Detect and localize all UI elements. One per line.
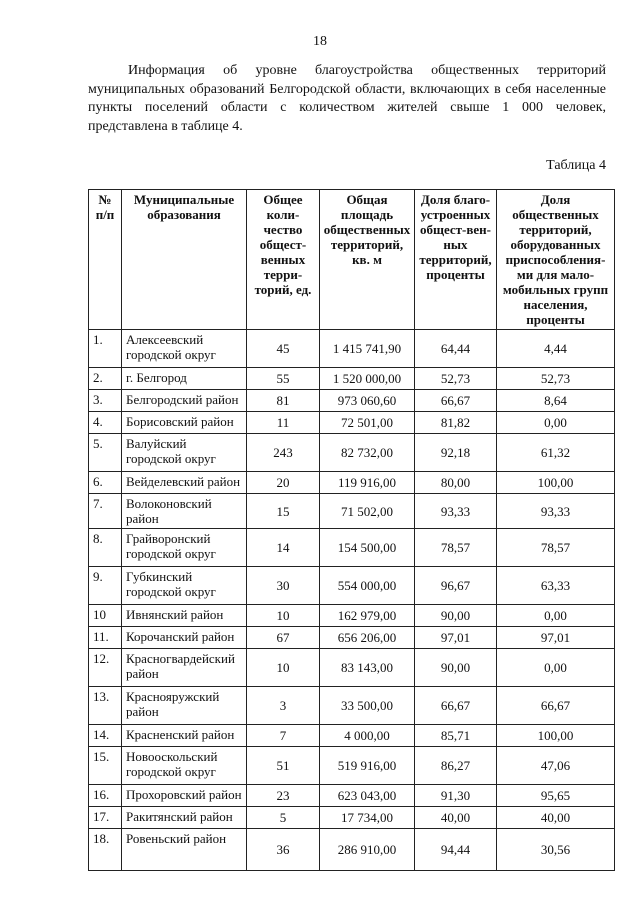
- header-share-improved: Доля благо-устроенных общест-вен-ных территорий, проценты: [415, 190, 497, 330]
- row-municipality: Ровеньский район: [122, 829, 247, 871]
- row-count: 20: [247, 472, 320, 494]
- row-share-mgn: 52,73: [497, 368, 615, 390]
- row-municipality: Красногвардейский район: [122, 649, 247, 687]
- row-number: 8.: [89, 529, 122, 567]
- header-municipality: Муниципальные образования: [122, 190, 247, 330]
- row-count: 81: [247, 390, 320, 412]
- row-area: 554 000,00: [320, 567, 415, 605]
- header-count: Общее коли-чество общест-венных терри-торий, ед.: [247, 190, 320, 330]
- row-share: 85,71: [415, 725, 497, 747]
- row-count: 10: [247, 605, 320, 627]
- row-count: 55: [247, 368, 320, 390]
- table-row: [89, 330, 615, 368]
- row-area: 119 916,00: [320, 472, 415, 494]
- row-count: 23: [247, 785, 320, 807]
- row-number: 6.: [89, 472, 122, 494]
- row-count: 14: [247, 529, 320, 567]
- row-municipality: Борисовский район: [122, 412, 247, 434]
- row-share: 40,00: [415, 807, 497, 829]
- row-share: 97,01: [415, 627, 497, 649]
- row-number: 10: [89, 605, 122, 627]
- row-share-mgn: 4,44: [497, 330, 615, 368]
- row-number: 14.: [89, 725, 122, 747]
- table-row: [89, 412, 615, 434]
- row-count: 10: [247, 649, 320, 687]
- table-row: [89, 725, 615, 747]
- table-row: [89, 649, 615, 687]
- table-row: [89, 368, 615, 390]
- row-area: 72 501,00: [320, 412, 415, 434]
- row-count: 45: [247, 330, 320, 368]
- row-count: 15: [247, 494, 320, 529]
- row-area: 33 500,00: [320, 687, 415, 725]
- row-share: 94,44: [415, 829, 497, 871]
- row-number: 5.: [89, 434, 122, 472]
- row-share-mgn: 97,01: [497, 627, 615, 649]
- table-caption: Таблица 4: [546, 158, 606, 173]
- row-share: 86,27: [415, 747, 497, 785]
- table-row: [89, 390, 615, 412]
- row-municipality: Валуйский городской округ: [122, 434, 247, 472]
- row-count: 51: [247, 747, 320, 785]
- row-count: 243: [247, 434, 320, 472]
- table-row: [89, 785, 615, 807]
- row-number: 2.: [89, 368, 122, 390]
- row-share-mgn: 93,33: [497, 494, 615, 529]
- table-row: [89, 807, 615, 829]
- row-count: 5: [247, 807, 320, 829]
- row-municipality: Грайворонский городской округ: [122, 529, 247, 567]
- row-count: 11: [247, 412, 320, 434]
- table-header-row: [89, 190, 615, 330]
- row-number: 4.: [89, 412, 122, 434]
- row-municipality: Волоконовский район: [122, 494, 247, 529]
- table-row: [89, 605, 615, 627]
- row-number: 7.: [89, 494, 122, 529]
- row-share: 91,30: [415, 785, 497, 807]
- row-share: 96,67: [415, 567, 497, 605]
- row-area: 83 143,00: [320, 649, 415, 687]
- row-share: 80,00: [415, 472, 497, 494]
- row-count: 3: [247, 687, 320, 725]
- table-row: [89, 529, 615, 567]
- row-area: 1 415 741,90: [320, 330, 415, 368]
- row-area: 17 734,00: [320, 807, 415, 829]
- row-municipality: Ракитянский район: [122, 807, 247, 829]
- row-share-mgn: 100,00: [497, 725, 615, 747]
- table-row: [89, 472, 615, 494]
- table-row: [89, 567, 615, 605]
- row-area: 519 916,00: [320, 747, 415, 785]
- row-count: 67: [247, 627, 320, 649]
- row-area: 286 910,00: [320, 829, 415, 871]
- row-share: 81,82: [415, 412, 497, 434]
- row-share-mgn: 100,00: [497, 472, 615, 494]
- row-share-mgn: 0,00: [497, 649, 615, 687]
- row-number: 13.: [89, 687, 122, 725]
- row-municipality: Вейделевский район: [122, 472, 247, 494]
- row-area: 82 732,00: [320, 434, 415, 472]
- row-area: 1 520 000,00: [320, 368, 415, 390]
- row-municipality: Краснояружский район: [122, 687, 247, 725]
- row-municipality: Новооскольский городской округ: [122, 747, 247, 785]
- row-municipality: Ивнянский район: [122, 605, 247, 627]
- row-share-mgn: 61,32: [497, 434, 615, 472]
- row-number: 17.: [89, 807, 122, 829]
- table-row: [89, 747, 615, 785]
- row-share-mgn: 30,56: [497, 829, 615, 871]
- row-share: 66,67: [415, 687, 497, 725]
- row-number: 16.: [89, 785, 122, 807]
- row-share-mgn: 95,65: [497, 785, 615, 807]
- row-area: 973 060,60: [320, 390, 415, 412]
- row-share: 64,44: [415, 330, 497, 368]
- table-row: [89, 627, 615, 649]
- row-share-mgn: 8,64: [497, 390, 615, 412]
- row-share: 66,67: [415, 390, 497, 412]
- row-area: 162 979,00: [320, 605, 415, 627]
- header-number: № п/п: [89, 190, 122, 330]
- row-number: 1.: [89, 330, 122, 368]
- header-area: Общая площадь общественных территорий, кв. м: [320, 190, 415, 330]
- row-number: 18.: [89, 829, 122, 871]
- row-area: 623 043,00: [320, 785, 415, 807]
- row-count: 7: [247, 725, 320, 747]
- row-municipality: Белгородский район: [122, 390, 247, 412]
- row-number: 11.: [89, 627, 122, 649]
- row-area: 656 206,00: [320, 627, 415, 649]
- table-row: [89, 494, 615, 529]
- row-share: 90,00: [415, 649, 497, 687]
- row-count: 30: [247, 567, 320, 605]
- row-share: 78,57: [415, 529, 497, 567]
- row-municipality: Прохоровский район: [122, 785, 247, 807]
- row-area: 4 000,00: [320, 725, 415, 747]
- page-number: 18: [313, 34, 327, 49]
- row-municipality: Алексеевский городской округ: [122, 330, 247, 368]
- table-row: [89, 829, 615, 871]
- row-number: 3.: [89, 390, 122, 412]
- row-share: 90,00: [415, 605, 497, 627]
- row-share-mgn: 0,00: [497, 605, 615, 627]
- row-area: 154 500,00: [320, 529, 415, 567]
- row-municipality: Корочанский район: [122, 627, 247, 649]
- row-share-mgn: 66,67: [497, 687, 615, 725]
- row-share-mgn: 63,33: [497, 567, 615, 605]
- row-number: 15.: [89, 747, 122, 785]
- header-share-accessible: Доля общественных территорий, оборудованных приспособления-ми для мало-мобильных групп населения, проценты: [497, 190, 615, 330]
- row-municipality: Губкинский городской округ: [122, 567, 247, 605]
- row-area: 71 502,00: [320, 494, 415, 529]
- row-share-mgn: 40,00: [497, 807, 615, 829]
- row-share: 52,73: [415, 368, 497, 390]
- row-share: 92,18: [415, 434, 497, 472]
- row-share: 93,33: [415, 494, 497, 529]
- row-count: 36: [247, 829, 320, 871]
- row-share-mgn: 47,06: [497, 747, 615, 785]
- table-row: [89, 687, 615, 725]
- row-municipality: Красненский район: [122, 725, 247, 747]
- row-share-mgn: 78,57: [497, 529, 615, 567]
- row-share-mgn: 0,00: [497, 412, 615, 434]
- data-table: [88, 189, 615, 871]
- row-number: 12.: [89, 649, 122, 687]
- row-municipality: г. Белгород: [122, 368, 247, 390]
- intro-paragraph: Информация об уровне благоустройства общественных территорий муниципальных образований Белгородской области, включающих в себя населенные пункты поселений области с количеством жителей свыше 1 000 человек, представлена в таблице 4.: [88, 63, 606, 134]
- row-number: 9.: [89, 567, 122, 605]
- table-row: [89, 434, 615, 472]
